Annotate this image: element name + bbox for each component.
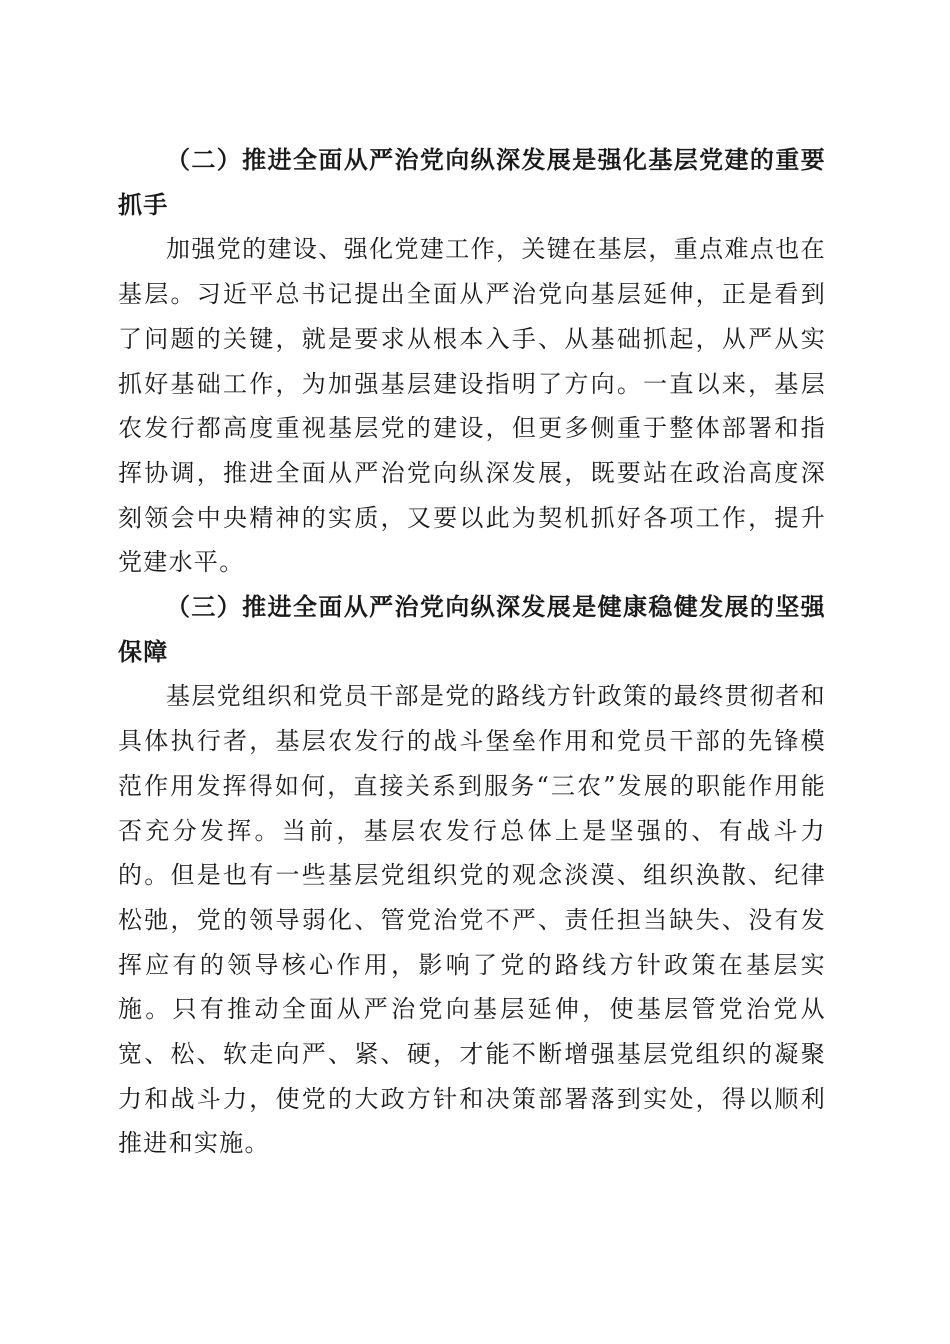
document-page (118, 138, 826, 1166)
section-heading-2: （二）推进全面从严治党向纵深发展是强化基层党建的重要抓手 (118, 145, 826, 219)
section-heading-3: （三）推进全面从严治党向纵深发展是健康稳健发展的坚强保障 (118, 592, 826, 666)
section-body-3: 基层党组织和党员干部是党的路线方针政策的最终贯彻者和具体执行者，基层农发行的战斗堡垒作用和党员干部的先锋模范作用发挥得如何，直接关系到服务“三农”发展的职能作用能否充分发挥。当前，基层农发行总体上是坚强的、有战斗力的。但是也有一些基层党组织党的观念淡漠、组织涣散、纪律松弛，党的领导弱化、管党治党不严、责任担当缺失、没有发挥应有的领导核心作用，影响了党的路线方针政策在基层实施。只有推动全面从严治党向基层延伸，使基层管党治党从宽、松、软走向严、紧、硬，才能不断增强基层党组织的凝聚力和战斗力，使党的大政方针和决策部署落到实处，得以顺利推进和实施。 (118, 682, 826, 1158)
section-body-2: 加强党的建设、强化党建工作，关键在基层，重点难点也在基层。习近平总书记提出全面从严治党向基层延伸，正是看到了问题的关键，就是要求从根本入手、从基础抓起，从严从实抓好基础工作，为加强基层建设指明了方向。一直以来，基层农发行都高度重视基层党的建设，但更多侧重于整体部署和指挥协调，推进全面从严治党向纵深发展，既要站在政治高度深刻领会中央精神的实质，又要以此为契机抓好各项工作，提升党建水平。 (118, 235, 826, 577)
